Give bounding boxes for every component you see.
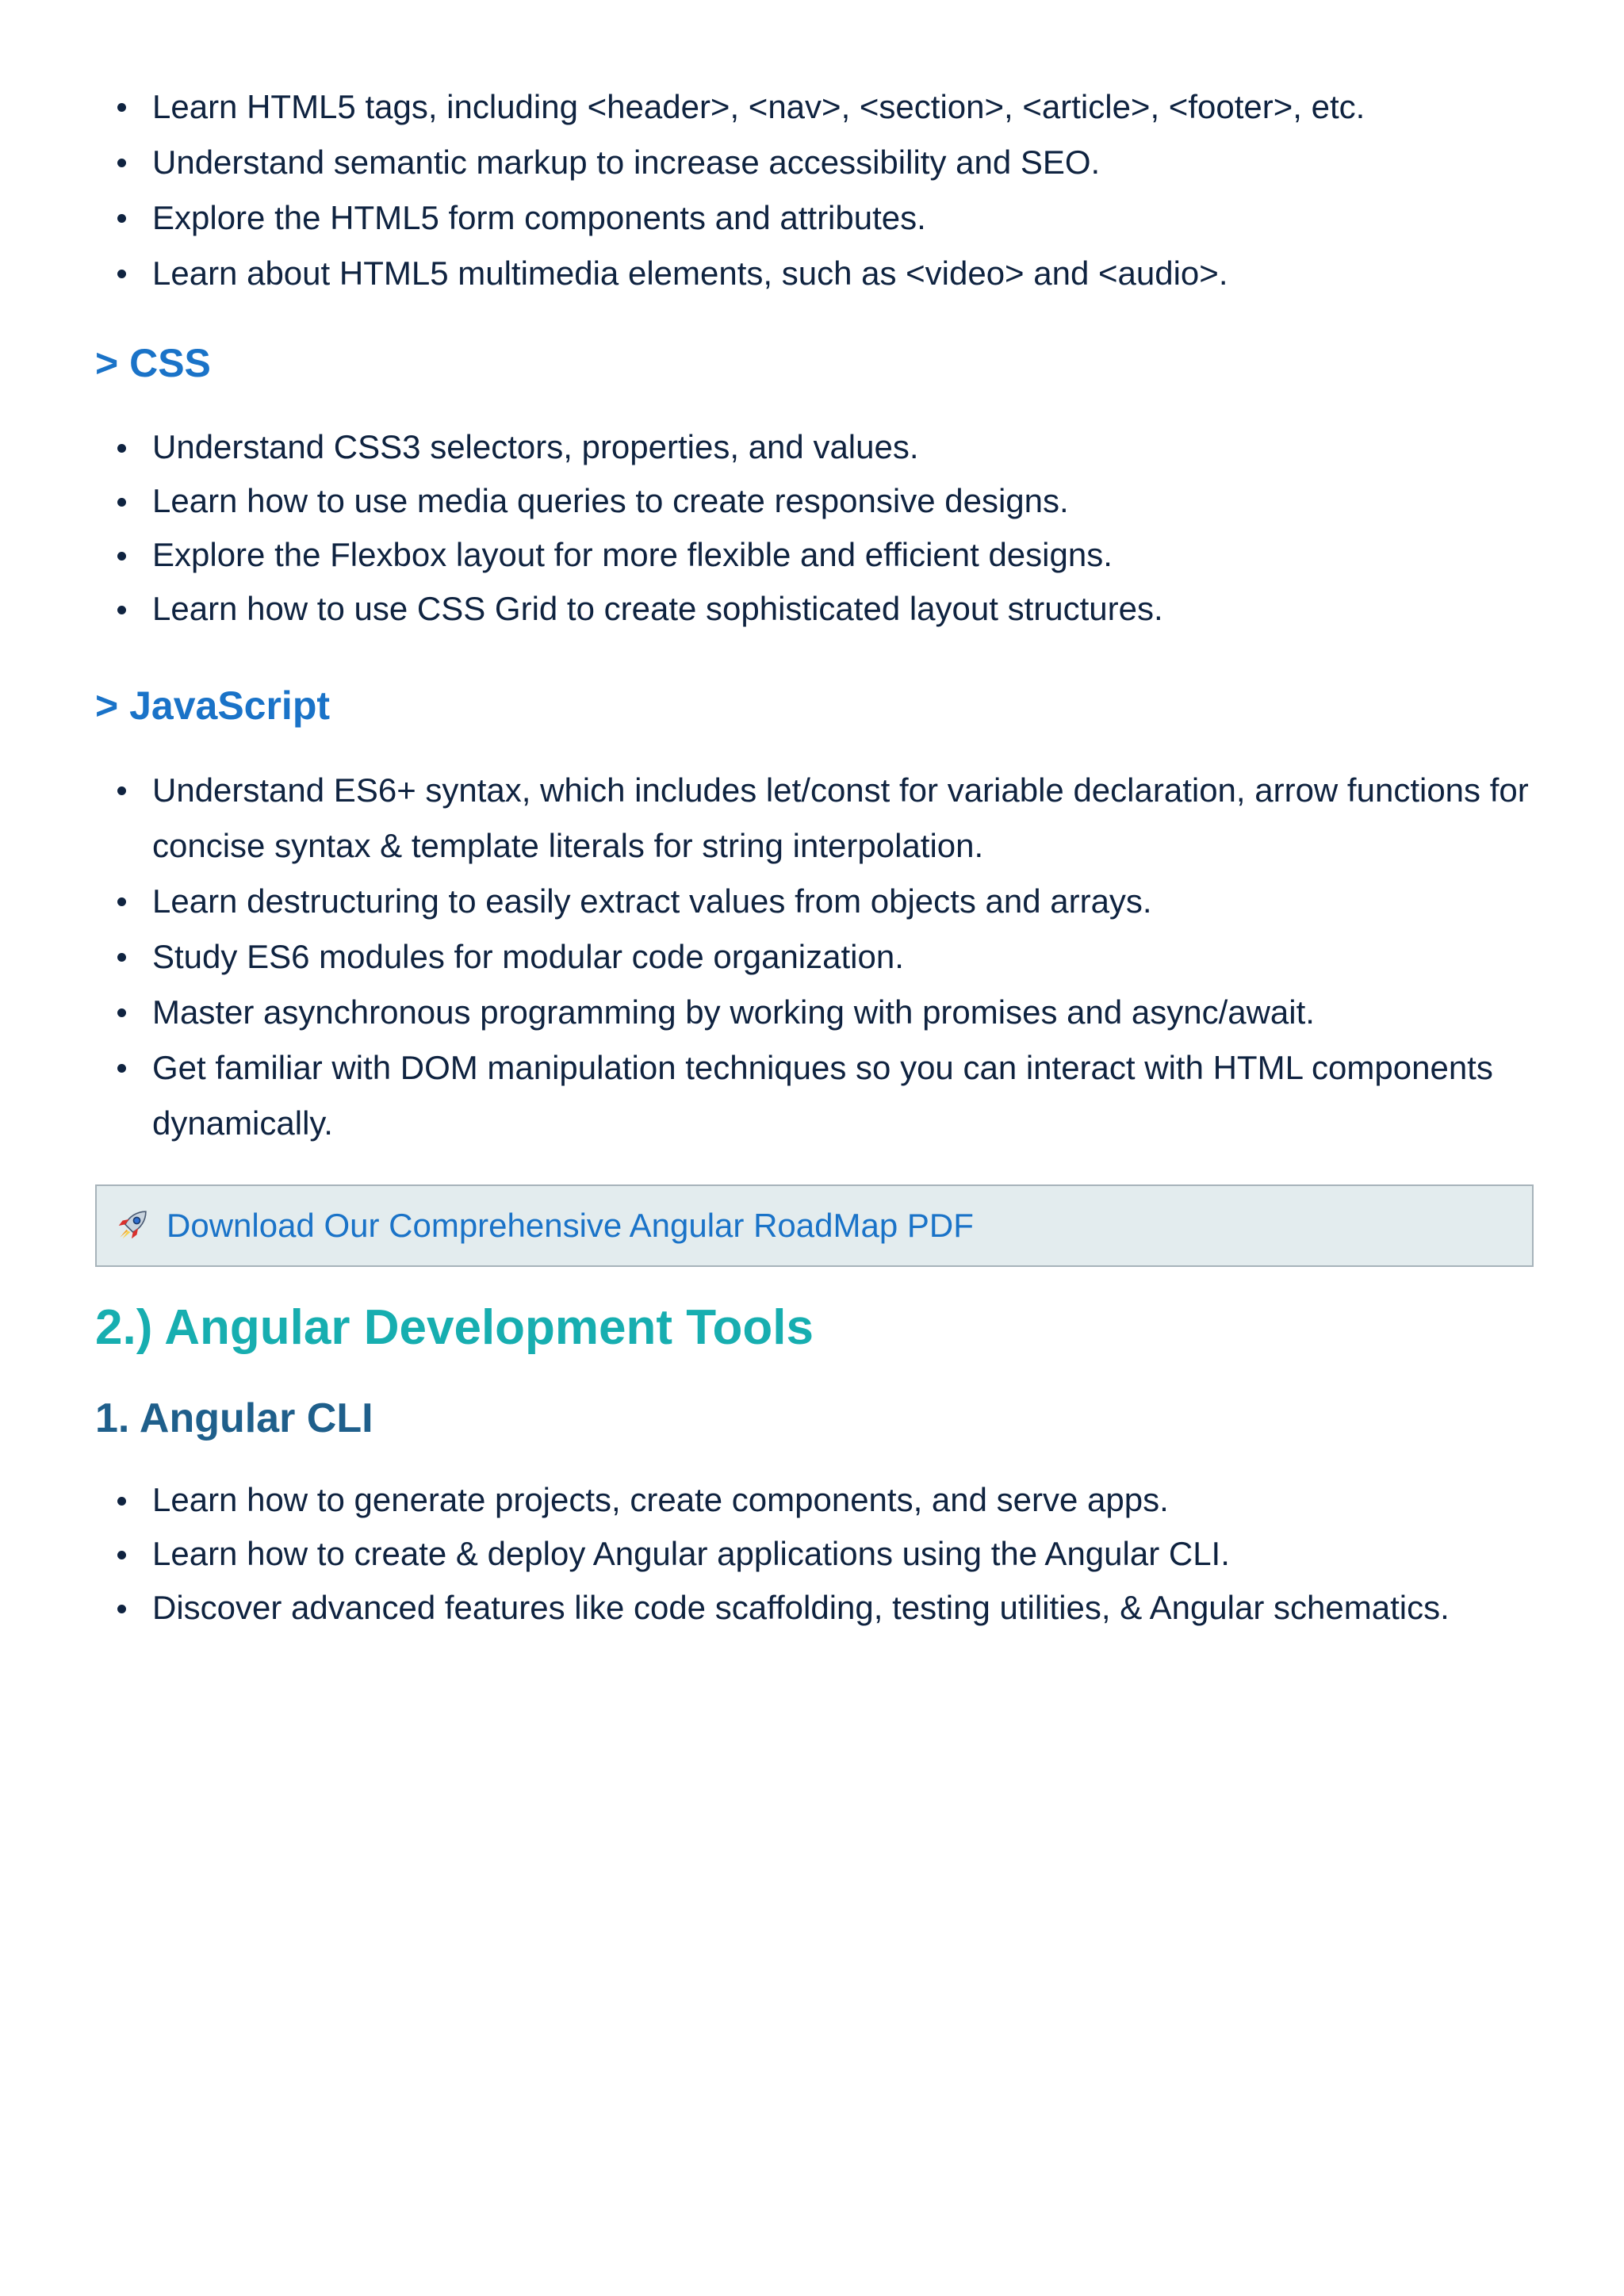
list-item-text: Learn how to use CSS Grid to create sophisticated layout structures. bbox=[152, 590, 1163, 627]
bullet-dot bbox=[117, 1551, 126, 1559]
html-list bbox=[95, 79, 1554, 301]
list-item bbox=[95, 1473, 1554, 1527]
list-item-text: Discover advanced features like code scaffolding, testing utilities, & Angular schematics. bbox=[152, 1589, 1450, 1626]
download-callout bbox=[95, 1184, 1534, 1267]
bullet-dot bbox=[117, 1497, 126, 1506]
list-item-text: Learn destructuring to easily extract values from objects and arrays. bbox=[152, 882, 1152, 920]
bullet-dot bbox=[117, 103, 126, 112]
list-item-text: Study ES6 modules for modular code organization. bbox=[152, 938, 904, 975]
list-item bbox=[95, 763, 1554, 874]
bullet-dot bbox=[117, 270, 126, 278]
document-page bbox=[95, 79, 1554, 1635]
bullet-dot bbox=[117, 159, 126, 167]
bullet-dot bbox=[117, 786, 126, 795]
list-item-text: Get familiar with DOM manipulation techniques so you can interact with HTML components dynamically. bbox=[152, 1049, 1493, 1142]
list-item bbox=[95, 528, 1554, 582]
bullet-dot bbox=[117, 897, 126, 906]
list-item-text: Learn HTML5 tags, including <header>, <nav>, <section>, <article>, <footer>, etc. bbox=[152, 88, 1365, 125]
bullet-dot bbox=[117, 1008, 126, 1017]
list-item-text: Understand ES6+ syntax, which includes let/const for variable declaration, arrow functions for concise syntax & template literals for string interpolation. bbox=[152, 771, 1529, 864]
bullet-dot bbox=[117, 1064, 126, 1073]
list-item-text: Explore the Flexbox layout for more flexible and efficient designs. bbox=[152, 536, 1113, 573]
list-item-text: Learn how to create & deploy Angular applications using the Angular CLI. bbox=[152, 1535, 1230, 1572]
bullet-dot bbox=[117, 214, 126, 223]
list-item-text: Master asynchronous programming by working with promises and async/await. bbox=[152, 993, 1315, 1031]
bullet-dot bbox=[117, 498, 126, 507]
list-item-text: Explore the HTML5 form components and attributes. bbox=[152, 199, 926, 236]
javascript-list bbox=[95, 763, 1554, 1151]
bullet-dot bbox=[117, 606, 126, 614]
list-item bbox=[95, 420, 1554, 474]
list-item bbox=[95, 1527, 1554, 1581]
list-item bbox=[95, 1040, 1554, 1151]
css-list bbox=[95, 420, 1554, 636]
javascript-heading: > JavaScript bbox=[95, 683, 331, 728]
list-item-text: Learn how to use media queries to create responsive designs. bbox=[152, 482, 1069, 519]
list-item bbox=[95, 474, 1554, 528]
list-item-text: Learn how to generate projects, create components, and serve apps. bbox=[152, 1481, 1169, 1518]
angular-cli-list bbox=[95, 1473, 1554, 1635]
list-item bbox=[95, 135, 1554, 190]
list-item-text: Learn about HTML5 multimedia elements, such as <video> and <audio>. bbox=[152, 254, 1228, 292]
css-heading: > CSS bbox=[95, 341, 211, 385]
bullet-dot bbox=[117, 1605, 126, 1613]
list-item bbox=[95, 582, 1554, 636]
rocket-icon bbox=[111, 1205, 152, 1246]
list-item bbox=[95, 1581, 1554, 1635]
bullet-dot bbox=[117, 953, 126, 962]
section-title: 2.) Angular Development Tools bbox=[95, 1300, 814, 1355]
angular-cli-heading: 1. Angular CLI bbox=[95, 1395, 373, 1441]
bullet-dot bbox=[117, 444, 126, 453]
list-item bbox=[95, 929, 1554, 985]
list-item bbox=[95, 874, 1554, 929]
list-item-text: Understand semantic markup to increase accessibility and SEO. bbox=[152, 144, 1101, 181]
download-roadmap-link[interactable]: Download Our Comprehensive Angular RoadMap PDF bbox=[167, 1207, 974, 1244]
list-item bbox=[95, 190, 1554, 246]
list-item bbox=[95, 246, 1554, 301]
bullet-dot bbox=[117, 552, 126, 561]
list-item bbox=[95, 985, 1554, 1040]
list-item-text: Understand CSS3 selectors, properties, and values. bbox=[152, 428, 919, 465]
list-item bbox=[95, 79, 1554, 135]
